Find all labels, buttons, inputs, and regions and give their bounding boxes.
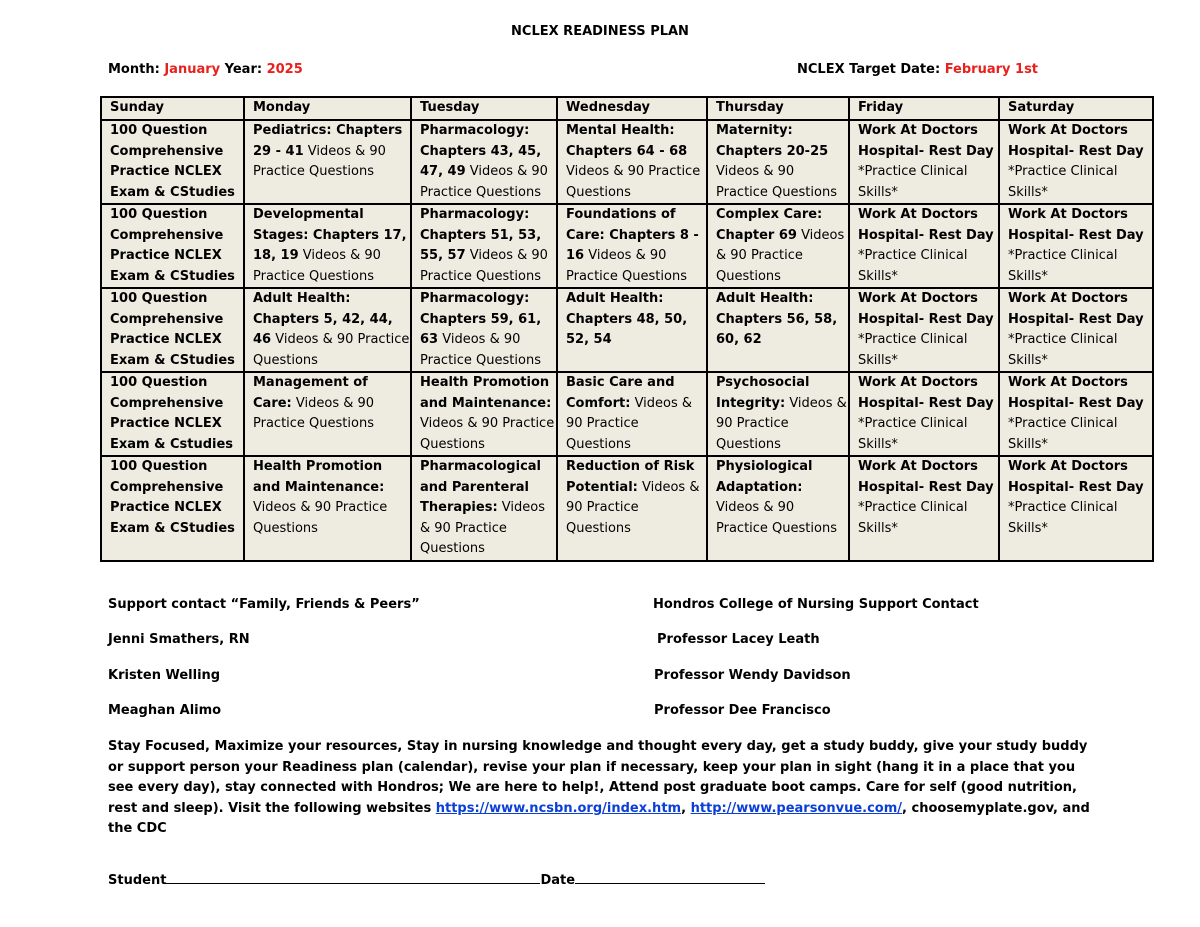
cell-detail: Videos & 90 Practice Questions bbox=[716, 395, 847, 452]
day-header: Saturday bbox=[999, 97, 1153, 120]
month-value: January bbox=[164, 62, 221, 77]
calendar-cell bbox=[557, 288, 707, 372]
cell-detail: *Practice Clinical Skills* bbox=[1008, 164, 1118, 200]
student-label: Student bbox=[108, 873, 167, 888]
cell-topic: 100 Question Comprehensive Practice NCLEX Exam & CStudies bbox=[110, 459, 235, 536]
calendar-cell bbox=[849, 372, 999, 456]
cell-detail: Videos & 90 Practice Questions bbox=[420, 332, 541, 368]
calendar-week-row bbox=[101, 372, 1153, 456]
day-header: Sunday bbox=[101, 97, 244, 120]
cell-detail: Videos & 90 Practice Questions bbox=[420, 416, 555, 452]
cell-detail: *Practice Clinical Skills* bbox=[1008, 332, 1118, 368]
calendar-cell bbox=[999, 288, 1153, 372]
link-separator: , bbox=[681, 800, 687, 816]
calendar-cell bbox=[411, 288, 557, 372]
cell-topic: Developmental Stages: Chapters 17, 18, 19 bbox=[253, 207, 407, 263]
cell-topic: 100 Question Comprehensive Practice NCLEX Exam & CStudies bbox=[110, 207, 235, 284]
target-date-line bbox=[797, 62, 1038, 77]
calendar-cell bbox=[707, 456, 849, 561]
calendar-week-row bbox=[101, 288, 1153, 372]
target-date-label: NCLEX Target Date: bbox=[797, 62, 941, 77]
advice-tail: , choosemyplate.gov, and the CDC bbox=[108, 800, 1090, 836]
calendar-cell bbox=[101, 288, 244, 372]
calendar-cell bbox=[411, 456, 557, 561]
cell-detail: Videos & 90 Practice Questions bbox=[420, 164, 548, 200]
cell-topic: Work At Doctors Hospital- Rest Day bbox=[1008, 123, 1144, 159]
cell-detail: *Practice Clinical Skills* bbox=[858, 248, 968, 284]
calendar-cell bbox=[411, 372, 557, 456]
calendar-cell bbox=[244, 204, 411, 288]
cell-topic: Adult Health: Chapters 5, 42, 44, 46 bbox=[253, 291, 393, 347]
calendar-cell bbox=[849, 456, 999, 561]
calendar-cell bbox=[707, 204, 849, 288]
date-blank[interactable] bbox=[575, 871, 765, 884]
signature-line bbox=[108, 871, 765, 888]
cell-detail: Videos & 90 Practice Questions bbox=[420, 248, 548, 284]
calendar-cell bbox=[411, 120, 557, 204]
cell-topic: Work At Doctors Hospital- Rest Day bbox=[858, 207, 994, 243]
calendar-cell bbox=[557, 204, 707, 288]
calendar-cell bbox=[999, 120, 1153, 204]
cell-topic: Work At Doctors Hospital- Rest Day bbox=[858, 375, 994, 411]
cell-topic: Work At Doctors Hospital- Rest Day bbox=[1008, 459, 1144, 495]
cell-detail: Videos & 90 Practice Questions bbox=[566, 479, 700, 536]
cell-topic: Management of Care: bbox=[253, 375, 368, 411]
calendar-cell bbox=[557, 372, 707, 456]
page-title: NCLEX READINESS PLAN bbox=[511, 24, 689, 39]
calendar-cell bbox=[849, 288, 999, 372]
cell-detail: Videos & 90 Practice Questions bbox=[253, 500, 388, 536]
cell-topic: 100 Question Comprehensive Practice NCLEX Exam & CStudies bbox=[110, 291, 235, 368]
cell-topic: Pediatrics: Chapters 29 - 41 bbox=[253, 123, 403, 159]
cell-detail: Videos & 90 Practice Questions bbox=[566, 164, 701, 200]
month-label: Month: bbox=[108, 62, 160, 77]
college-contact-name: Professor Lacey Leath bbox=[657, 632, 820, 647]
calendar-cell bbox=[557, 456, 707, 561]
cell-topic: Work At Doctors Hospital- Rest Day bbox=[858, 123, 994, 159]
calendar-cell bbox=[999, 372, 1153, 456]
cell-detail: Videos & 90 Practice Questions bbox=[716, 500, 837, 536]
college-contact-name: Professor Dee Francisco bbox=[654, 703, 831, 718]
cell-topic: Reduction of Risk Potential: bbox=[566, 459, 695, 495]
cell-topic: Foundations of Care: Chapters 8 - 16 bbox=[566, 207, 699, 263]
calendar-header-row bbox=[101, 97, 1153, 120]
cell-topic: Pharmacology: Chapters 43, 45, 47, 49 bbox=[420, 123, 542, 179]
cell-detail: *Practice Clinical Skills* bbox=[858, 332, 968, 368]
cell-topic: Pharmacology: Chapters 51, 53, 55, 57 bbox=[420, 207, 542, 263]
family-support-heading: Support contact “Family, Friends & Peers” bbox=[108, 597, 420, 612]
cell-detail: *Practice Clinical Skills* bbox=[1008, 500, 1118, 536]
cell-topic: Pharmacological and Parenteral Therapies: bbox=[420, 459, 542, 515]
calendar-cell bbox=[101, 372, 244, 456]
calendar-cell bbox=[999, 456, 1153, 561]
readiness-calendar bbox=[100, 96, 1154, 562]
cell-topic: Adult Health: Chapters 56, 58, 60, 62 bbox=[716, 291, 838, 347]
cell-detail: Videos & 90 Practice Questions bbox=[253, 143, 386, 179]
cell-detail: Videos & 90 Practice Questions bbox=[716, 227, 845, 284]
cell-topic: Maternity: Chapters 20-25 bbox=[716, 123, 829, 159]
cell-detail: *Practice Clinical Skills* bbox=[1008, 248, 1118, 284]
college-support-heading: Hondros College of Nursing Support Contact bbox=[653, 597, 979, 612]
calendar-cell bbox=[101, 120, 244, 204]
family-contact-name: Kristen Welling bbox=[108, 668, 221, 683]
cell-topic: 100 Question Comprehensive Practice NCLEX Exam & Cstudies bbox=[110, 375, 234, 452]
cell-topic: Mental Health: Chapters 64 - 68 bbox=[566, 123, 688, 159]
cell-detail: *Practice Clinical Skills* bbox=[858, 416, 968, 452]
cell-topic: Pharmacology: Chapters 59, 61, 63 bbox=[420, 291, 542, 347]
cell-topic: Physiological Adaptation: bbox=[716, 459, 813, 495]
cell-detail: *Practice Clinical Skills* bbox=[1008, 416, 1118, 452]
family-contact-name: Jenni Smathers, RN bbox=[108, 632, 250, 647]
calendar-cell bbox=[557, 120, 707, 204]
day-header: Monday bbox=[244, 97, 411, 120]
advice-text: Stay Focused, Maximize your resources, Stay in nursing knowledge and thought every day, get a study buddy, give your study buddy or support person your Readiness plan (calendar), revise your plan if necessary, keep your plan in sight (hang it in a place that you see every day), stay connected with Hondros; We are here to help!, Attend post graduate boot camps. Care for self (good nutrition, rest and sleep). Visit the following websites bbox=[108, 739, 1088, 816]
cell-detail: Videos & 90 Practice Questions bbox=[253, 248, 381, 284]
day-header: Tuesday bbox=[411, 97, 557, 120]
cell-detail: *Practice Clinical Skills* bbox=[858, 500, 968, 536]
cell-topic: 100 Question Comprehensive Practice NCLEX Exam & CStudies bbox=[110, 123, 235, 200]
calendar-cell bbox=[707, 120, 849, 204]
cell-topic: Psychosocial Integrity: bbox=[716, 375, 810, 411]
pearsonvue-link[interactable]: http://www.pearsonvue.com/ bbox=[690, 800, 903, 816]
day-header: Wednesday bbox=[557, 97, 707, 120]
target-date-value: February 1st bbox=[944, 62, 1039, 77]
calendar-cell bbox=[707, 372, 849, 456]
calendar-cell bbox=[999, 204, 1153, 288]
cell-topic: Work At Doctors Hospital- Rest Day bbox=[1008, 291, 1144, 327]
calendar-cell bbox=[849, 204, 999, 288]
calendar-cell bbox=[411, 204, 557, 288]
year-label: Year: bbox=[224, 62, 263, 77]
calendar-cell bbox=[101, 204, 244, 288]
day-header: Friday bbox=[849, 97, 999, 120]
cell-detail: Videos & 90 Practice Questions bbox=[566, 248, 687, 284]
cell-topic: Work At Doctors Hospital- Rest Day bbox=[858, 459, 994, 495]
cell-detail: Videos & 90 Practice Questions bbox=[716, 164, 837, 200]
calendar-cell bbox=[849, 120, 999, 204]
calendar-cell bbox=[707, 288, 849, 372]
cell-detail: Videos & 90 Practice Questions bbox=[253, 395, 375, 431]
cell-detail: Videos & 90 Practice Questions bbox=[566, 395, 693, 452]
cell-detail: Videos & 90 Practice Questions bbox=[253, 332, 410, 368]
year-value: 2025 bbox=[266, 62, 303, 77]
calendar-cell bbox=[244, 372, 411, 456]
cell-topic: Basic Care and Comfort: bbox=[566, 375, 675, 411]
cell-detail: Videos & 90 Practice Questions bbox=[420, 500, 545, 556]
calendar-week-row bbox=[101, 456, 1153, 561]
cell-topic: Work At Doctors Hospital- Rest Day bbox=[1008, 207, 1144, 243]
family-contact-name: Meaghan Alimo bbox=[108, 703, 222, 718]
calendar-week-row bbox=[101, 120, 1153, 204]
college-contact-name: Professor Wendy Davidson bbox=[654, 668, 851, 683]
day-header: Thursday bbox=[707, 97, 849, 120]
student-signature-blank[interactable] bbox=[166, 871, 540, 884]
calendar-cell bbox=[244, 288, 411, 372]
ncsbn-link[interactable]: https://www.ncsbn.org/index.htm bbox=[435, 800, 682, 816]
cell-topic: Health Promotion and Maintenance: bbox=[253, 459, 385, 495]
cell-topic: Adult Health: Chapters 48, 50, 52, 54 bbox=[566, 291, 688, 347]
cell-topic: Complex Care: Chapter 69 bbox=[716, 207, 823, 243]
cell-topic: Work At Doctors Hospital- Rest Day bbox=[1008, 375, 1144, 411]
cell-topic: Health Promotion and Maintenance: bbox=[420, 375, 552, 411]
month-year-line bbox=[108, 62, 303, 77]
cell-topic: Work At Doctors Hospital- Rest Day bbox=[858, 291, 994, 327]
calendar-cell bbox=[244, 456, 411, 561]
calendar-week-row bbox=[101, 204, 1153, 288]
date-label: Date bbox=[540, 873, 576, 888]
cell-detail: *Practice Clinical Skills* bbox=[858, 164, 968, 200]
advice-paragraph bbox=[108, 737, 1093, 840]
calendar-cell bbox=[244, 120, 411, 204]
calendar-cell bbox=[101, 456, 244, 561]
